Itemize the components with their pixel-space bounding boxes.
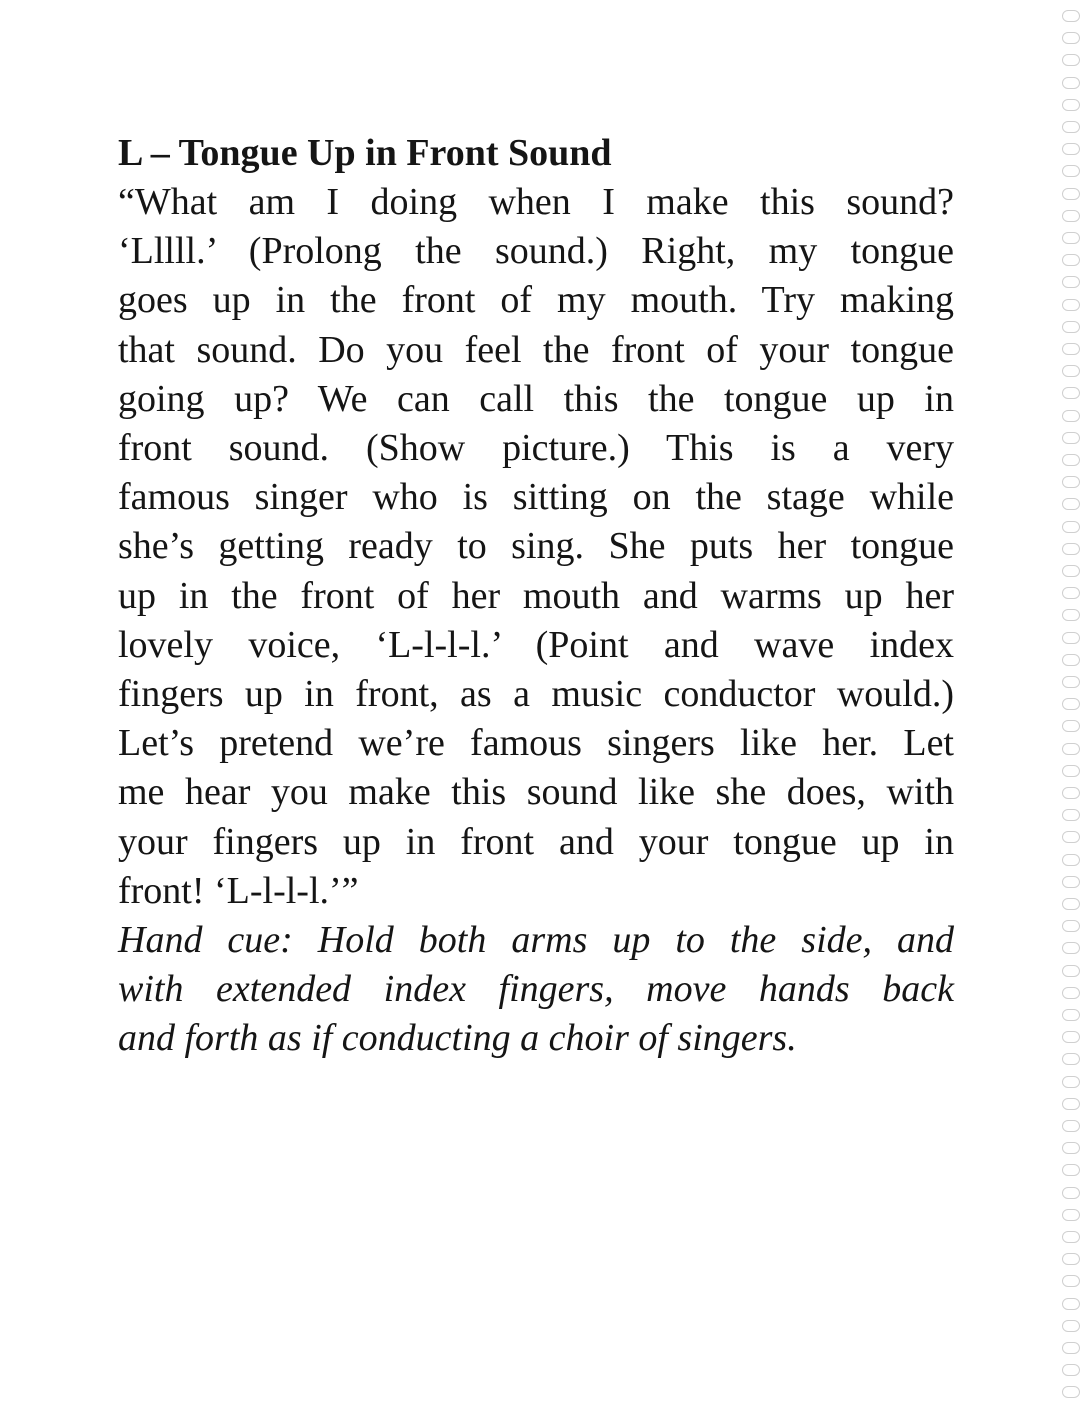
paragraph-line: that sound. Do you feel the front of your tongue (118, 328, 954, 371)
hand-cue-paragraph (118, 916, 954, 1064)
paragraph-line: ‘Lllll.’ (Prolong the sound.) Right, my tongue (118, 230, 954, 273)
paragraph-line: me hear you make this sound like she does, with (118, 771, 954, 814)
binding-hole (1062, 188, 1080, 200)
binding-hole (1062, 831, 1080, 843)
binding-hole (1062, 1275, 1080, 1287)
binding-hole (1062, 809, 1080, 821)
hand-cue-line: Hand cue: Hold both arms up to the side, and (118, 919, 954, 962)
binding-hole (1062, 343, 1080, 355)
binding-hole (1062, 676, 1080, 688)
binding-hole (1062, 1342, 1080, 1354)
binding-hole (1062, 1231, 1080, 1243)
binding-hole (1062, 1298, 1080, 1310)
binding-hole (1062, 99, 1080, 111)
binding-hole (1062, 543, 1080, 555)
section-heading: L – Tongue Up in Front Sound (118, 132, 612, 174)
paragraph-line: Let’s pretend we’re famous singers like her. Let (118, 722, 954, 765)
hand-cue-line: and forth as if conducting a choir of singers. (118, 1017, 797, 1060)
paragraph-line: your fingers up in front and your tongue up in (118, 820, 954, 863)
binding-hole (1062, 1009, 1080, 1021)
binding-hole (1062, 1253, 1080, 1265)
binding-hole (1062, 521, 1080, 533)
binding-hole (1062, 587, 1080, 599)
binding-hole (1062, 432, 1080, 444)
binding-hole (1062, 720, 1080, 732)
binding-hole (1062, 987, 1080, 999)
paragraph-line: lovely voice, ‘L-l-l-l.’ (Point and wave index (118, 623, 954, 666)
binding-hole (1062, 1364, 1080, 1376)
binding-hole (1062, 765, 1080, 777)
binding-hole (1062, 77, 1080, 89)
binding-hole (1062, 1187, 1080, 1199)
instruction-paragraph (118, 178, 954, 916)
paragraph-line: going up? We can call this the tongue up in (118, 377, 954, 420)
binding-hole (1062, 121, 1080, 133)
binding-hole (1062, 609, 1080, 621)
binding-hole (1062, 365, 1080, 377)
binding-hole (1062, 1142, 1080, 1154)
binding-hole (1062, 299, 1080, 311)
binding-hole (1062, 920, 1080, 932)
binding-hole (1062, 10, 1080, 22)
binding-hole (1062, 1209, 1080, 1221)
binding-hole (1062, 854, 1080, 866)
binding-hole (1062, 387, 1080, 399)
spiral-binding-holes (1056, 6, 1086, 1406)
binding-hole (1062, 410, 1080, 422)
binding-hole (1062, 565, 1080, 577)
binding-hole (1062, 476, 1080, 488)
binding-hole (1062, 254, 1080, 266)
binding-hole (1062, 1076, 1080, 1088)
binding-hole (1062, 876, 1080, 888)
paragraph-line: “What am I doing when I make this sound? (118, 181, 954, 223)
binding-hole (1062, 1164, 1080, 1176)
binding-hole (1062, 165, 1080, 177)
paragraph-line: front! ‘L-l-l-l.’” (118, 869, 359, 912)
binding-hole (1062, 454, 1080, 466)
binding-hole (1062, 276, 1080, 288)
binding-hole (1062, 898, 1080, 910)
binding-hole (1062, 1120, 1080, 1132)
binding-hole (1062, 942, 1080, 954)
binding-hole (1062, 1053, 1080, 1065)
binding-hole (1062, 632, 1080, 644)
paragraph-line: up in the front of her mouth and warms up her (118, 574, 954, 617)
binding-hole (1062, 1098, 1080, 1110)
binding-hole (1062, 1031, 1080, 1043)
paragraph-line: fingers up in front, as a music conductor would.) (118, 673, 954, 716)
binding-hole (1062, 787, 1080, 799)
binding-hole (1062, 498, 1080, 510)
binding-hole (1062, 743, 1080, 755)
paragraph-line: famous singer who is sitting on the stage while (118, 476, 954, 519)
paragraph-line: she’s getting ready to sing. She puts her tongue (118, 525, 954, 568)
page-content (118, 128, 954, 1064)
binding-hole (1062, 1320, 1080, 1332)
hand-cue-line: with extended index fingers, move hands back (118, 968, 954, 1011)
paragraph-line: goes up in the front of my mouth. Try making (118, 279, 954, 322)
binding-hole (1062, 654, 1080, 666)
binding-hole (1062, 1386, 1080, 1398)
binding-hole (1062, 232, 1080, 244)
binding-hole (1062, 143, 1080, 155)
paragraph-line: front sound. (Show picture.) This is a very (118, 427, 954, 470)
binding-hole (1062, 965, 1080, 977)
binding-hole (1062, 32, 1080, 44)
binding-hole (1062, 210, 1080, 222)
binding-hole (1062, 321, 1080, 333)
binding-hole (1062, 54, 1080, 66)
binding-hole (1062, 698, 1080, 710)
